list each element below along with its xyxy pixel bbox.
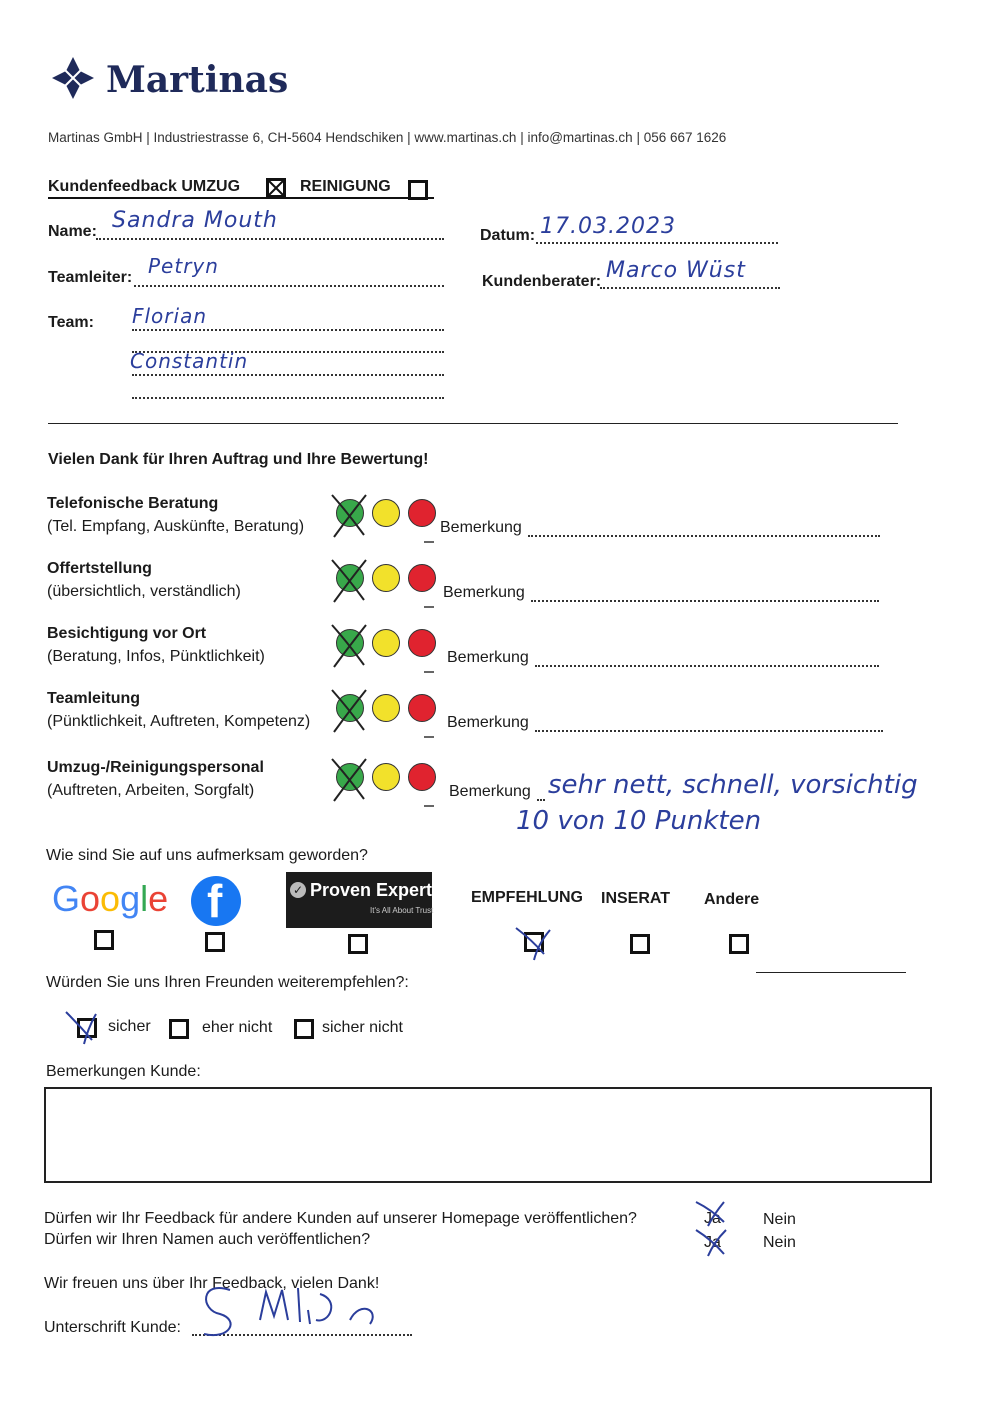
criterion-5-dash [424,805,434,807]
andere-line [756,972,906,973]
recommend-sicher-check-mark [64,1008,104,1048]
provenexpert-logo: ✓ Proven Expert It's All About Trust [286,872,432,928]
recommend-sicher-nicht-label: sicher nicht [322,1019,403,1036]
facebook-checkbox[interactable] [205,932,225,952]
empfehlung-check-mark [514,922,554,962]
criterion-2-subtitle: (übersichtlich, verständlich) [47,583,241,600]
criterion-4-thumbs-down-icon[interactable] [408,694,436,722]
criterion-3-thumbs-down-icon[interactable] [408,629,436,657]
inserat-label: INSERAT [601,890,671,907]
criterion-2-title: Offertstellung [47,560,152,577]
source-question: Wie sind Sie auf uns aufmerksam geworden? [46,847,368,864]
team-member-1[interactable]: Florian [132,304,208,328]
team-line-3 [132,374,444,376]
criterion-5-title: Umzug-/Reinigungspersonal [47,759,264,776]
name-line [96,238,444,240]
google-checkbox[interactable] [94,930,114,950]
criterion-3-title: Besichtigung vor Ort [47,625,207,642]
provenexpert-check-icon: ✓ [290,882,306,898]
criterion-5-subtitle: (Auftreten, Arbeiten, Sorgfalt) [47,782,255,799]
recommend-sicher-label: sicher [108,1018,151,1035]
teamleiter-label: Teamleiter: [48,269,133,286]
kundenberater-label: Kundenberater: [482,273,602,290]
criterion-2-dash [424,606,434,608]
publish-q2-yes[interactable]: Ja [704,1234,721,1251]
datum-label: Datum: [480,227,536,244]
publish-answer-marks [694,1200,734,1260]
recommend-eher-nicht-checkbox[interactable] [169,1019,189,1039]
reinigung-label: REINIGUNG [300,178,391,195]
criterion-1-dash [424,541,434,543]
criterion-1-selected-mark [328,491,372,541]
address-line: Martinas GmbH | Industriestrasse 6, CH-5604 Hendschiken | www.martinas.ch | info@martinas.ch | 056 667 1626 [48,130,727,145]
criterion-5-remark-line[interactable] [537,799,545,801]
criterion-4-selected-mark [328,686,372,736]
criterion-4-dash [424,736,434,738]
title-underline [48,197,434,199]
closing-thanks: Wir freuen uns über Ihr Feedback, vielen Dank! [44,1275,380,1292]
google-logo: Google [52,878,169,919]
criterion-3-ok-hand-icon[interactable] [372,629,400,657]
rating-thanks: Vielen Dank für Ihren Auftrag und Ihre Bewertung! [48,451,429,468]
publish-q2-no[interactable]: Nein [763,1234,796,1251]
criterion-5-thumbs-down-icon[interactable] [408,763,436,791]
publish-q1-yes[interactable]: Ja [704,1210,721,1227]
criterion-3-selected-mark [328,621,372,671]
comments-label: Bemerkungen Kunde: [46,1063,201,1080]
criterion-5-remark-label: Bemerkung [449,783,531,800]
customer-signature[interactable] [190,1280,390,1340]
criterion-1-thumbs-down-icon[interactable] [408,499,436,527]
logo-text: Martinas [106,59,289,101]
provenexpert-checkbox[interactable] [348,934,368,954]
criterion-5-remark[interactable]: sehr nett, schnell, vorsichtig [548,770,918,800]
name-value[interactable]: Sandra Mouth [112,208,278,233]
criterion-5-ok-hand-icon[interactable] [372,763,400,791]
criterion-1-title: Telefonische Beratung [47,495,219,512]
criterion-4-remark-label: Bemerkung [447,714,529,731]
criterion-3-dash [424,671,434,673]
recommend-sicher-nicht-checkbox[interactable] [294,1019,314,1039]
andere-label: Andere [704,891,760,908]
criterion-1-subtitle: (Tel. Empfang, Auskünfte, Beratung) [47,518,305,535]
criterion-5-selected-mark [328,755,372,805]
company-logo [50,55,290,105]
publish-question-2: Dürfen wir Ihren Namen auch veröffentlichen? [44,1231,371,1248]
team-line-1 [132,329,444,331]
empfehlung-label: EMPFEHLUNG [471,889,583,906]
kundenberater-line [600,287,780,289]
criterion-1-ok-hand-icon[interactable] [372,499,400,527]
section-divider [48,423,898,424]
criterion-3-subtitle: (Beratung, Infos, Pünktlichkeit) [47,648,265,665]
inserat-checkbox[interactable] [630,934,650,954]
andere-checkbox[interactable] [729,934,749,954]
criterion-1-remark-label: Bemerkung [440,519,522,536]
kundenberater-value[interactable]: Marco Wüst [606,258,746,283]
recommend-eher-nicht-label: eher nicht [202,1019,273,1036]
umzug-check-mark [266,178,286,198]
form-title: Kundenfeedback UMZUG [48,178,241,195]
recommend-question: Würden Sie uns Ihren Freunden weiterempfehlen?: [46,974,409,991]
comments-box[interactable] [44,1087,932,1183]
facebook-f-icon: f [207,875,223,927]
criterion-3-remark-line[interactable] [535,665,879,667]
publish-q1-no[interactable]: Nein [763,1211,796,1228]
criterion-2-selected-mark [328,556,372,606]
criterion-4-title: Teamleitung [47,690,141,707]
signature-label: Unterschrift Kunde: [44,1319,181,1336]
team-line-4 [132,397,444,399]
criterion-3-remark-label: Bemerkung [447,649,529,666]
facebook-logo [191,876,241,926]
teamleiter-line [134,285,444,287]
logo-mark-icon [50,55,96,101]
criterion-4-ok-hand-icon[interactable] [372,694,400,722]
criterion-1-remark-line[interactable] [528,535,880,537]
datum-value[interactable]: 17.03.2023 [540,214,676,239]
teamleiter-value[interactable]: Petryn [148,254,219,278]
name-label: Name: [48,223,97,240]
criterion-2-remark-label: Bemerkung [443,584,525,601]
criterion-4-remark-line[interactable] [535,730,883,732]
criterion-2-ok-hand-icon[interactable] [372,564,400,592]
datum-line [536,242,778,244]
criterion-4-subtitle: (Pünktlichkeit, Auftreten, Kompetenz) [47,713,311,730]
criterion-5-remark-line2[interactable]: 10 von 10 Punkten [516,806,762,836]
publish-question-1: Dürfen wir Ihr Feedback für andere Kunden auf unserer Homepage veröffentlichen? [44,1210,637,1227]
team-label: Team: [48,314,94,331]
criterion-2-remark-line[interactable] [531,600,879,602]
team-member-2[interactable]: Constantin [130,349,249,373]
criterion-2-thumbs-down-icon[interactable] [408,564,436,592]
